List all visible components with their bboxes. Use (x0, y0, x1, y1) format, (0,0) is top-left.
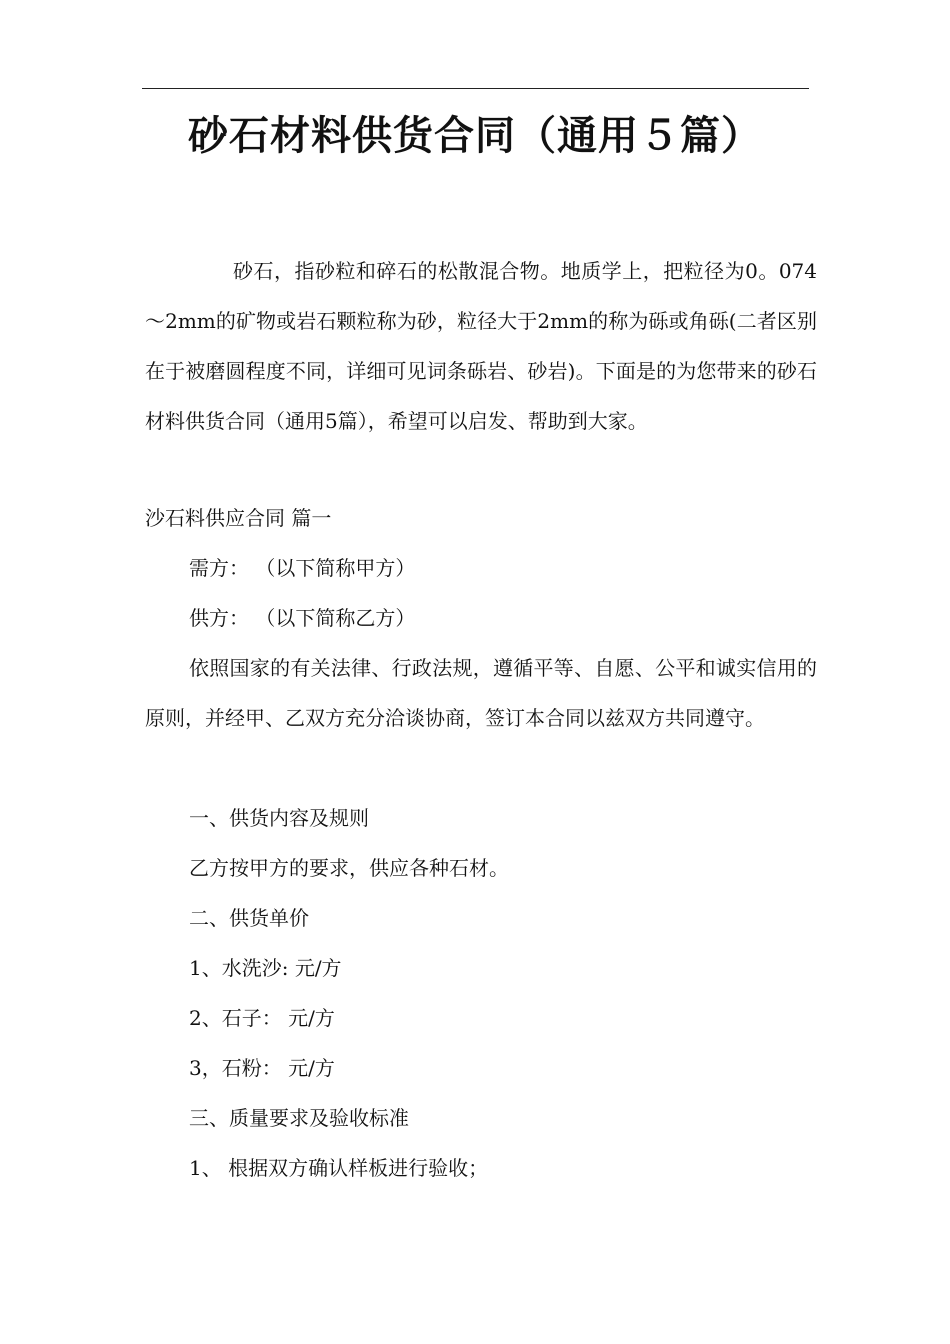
clause-1-title: 一、供货内容及规则 (189, 806, 369, 830)
section-heading: 沙石料供应合同 篇一 (145, 506, 332, 530)
price-item-sand: 1、水洗沙: 元/方 (189, 956, 342, 980)
price-item-stone-powder: 3，石粉： 元/方 (189, 1056, 335, 1080)
clause-3-title: 三、质量要求及验收标准 (189, 1106, 409, 1130)
supplier-line: 供方： （以下简称乙方） (189, 606, 416, 630)
intro-paragraph: 砂石，指砂粒和碎石的松散混合物。地质学上，把粒径为0。074～2mm的矿物或岩石颗粒称为砂，粒径大于2mm的称为砾或角砾(二者区别在于被磨圆程度不同，详细可见词条砾岩、砂岩)。下面是的为您带来的砂石材料供货合同（通用5篇），希望可以启发、帮助到大家。 (145, 259, 817, 433)
clause-3-item-1: 1、 根据双方确认样板进行验收； (189, 1156, 489, 1180)
clause-1-text: 乙方按甲方的要求，供应各种石材。 (189, 856, 509, 880)
clause-2-title: 二、供货单价 (189, 906, 309, 930)
preamble-paragraph: 依照国家的有关法律、行政法规，遵循平等、自愿、公平和诚实信用的原则，并经甲、乙双方充分洽谈协商，签订本合同以兹双方共同遵守。 (145, 656, 817, 730)
document-title: 砂石材料供货合同（通用５篇） (188, 112, 762, 159)
header-rule (142, 88, 809, 89)
buyer-line: 需方： （以下简称甲方） (189, 556, 416, 580)
price-item-gravel: 2、石子： 元/方 (189, 1006, 335, 1030)
